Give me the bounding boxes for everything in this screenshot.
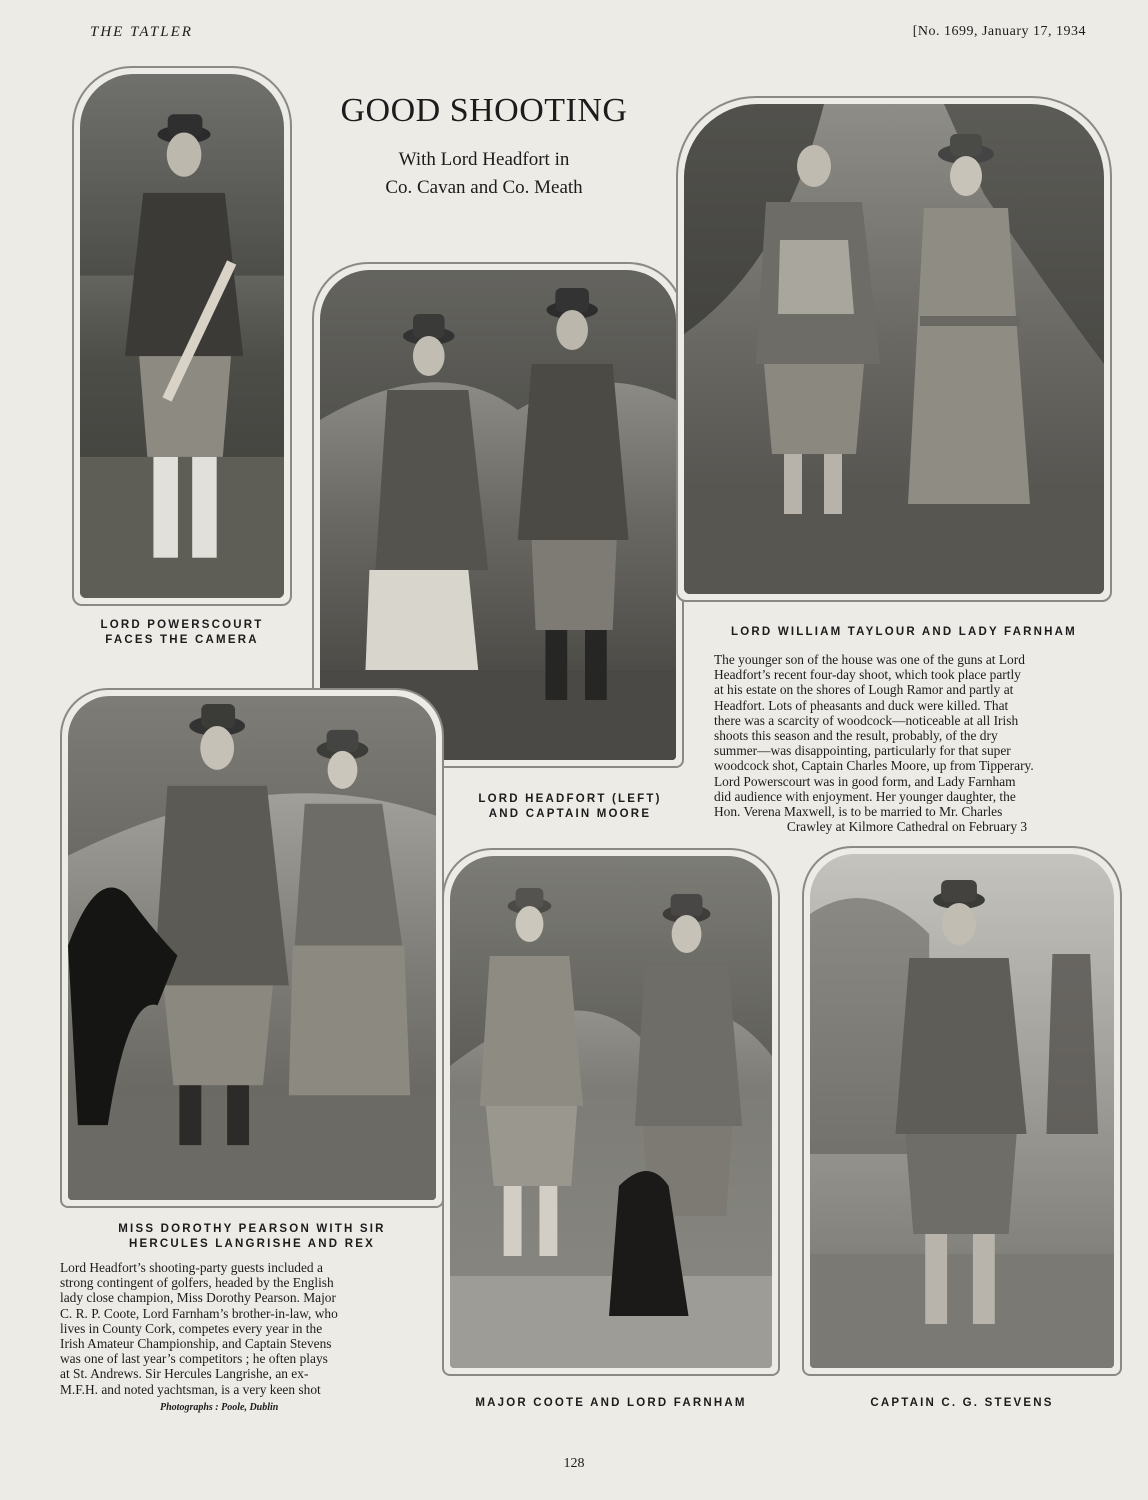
article-line: lives in County Cork, competes every year in the bbox=[60, 1320, 323, 1336]
article-line: shoots this season and the result, probably, of the dry bbox=[714, 728, 998, 744]
article-line: Crawley at Kilmore Cathedral on February 3 bbox=[786, 819, 1028, 835]
issue-date: [No. 1699, January 17, 1934 bbox=[912, 24, 1086, 39]
caption-taylour-farnham bbox=[676, 625, 1132, 640]
caption-coote-farnham bbox=[440, 1396, 782, 1411]
photo-coote-farnham bbox=[450, 856, 772, 1368]
photo-frame-stevens bbox=[802, 846, 1122, 1376]
article-line: The younger son of the house was one of the guns at Lord bbox=[714, 652, 1025, 667]
page-subtitle bbox=[300, 146, 668, 202]
photo-frame-pearson-langrishe bbox=[60, 688, 444, 1208]
caption-powerscourt bbox=[66, 618, 298, 648]
article-line: Lord Headfort’s shooting-party guests included a bbox=[60, 1260, 323, 1275]
article-line: did audience with enjoyment. Her younger daughter, the bbox=[714, 788, 1016, 804]
article-line: Lord Powerscourt was in good form, and Lady Farnham bbox=[714, 773, 1016, 789]
article-line: Headfort. Lots of pheasants and duck were killed. That bbox=[714, 697, 1009, 713]
caption-line: FACES THE CAMERA bbox=[105, 634, 259, 646]
article-left bbox=[60, 1260, 412, 1397]
caption-line: HERCULES LANGRISHE AND REX bbox=[129, 1238, 375, 1250]
article-line: strong contingent of golfers, headed by the English bbox=[60, 1275, 334, 1291]
caption-stevens bbox=[800, 1396, 1124, 1411]
caption-line: LORD POWERSCOURT bbox=[100, 619, 264, 631]
photo-taylour-farnham bbox=[684, 104, 1104, 594]
article-line: Irish Amateur Championship, and Captain Stevens bbox=[60, 1336, 332, 1352]
article-line: at St. Andrews. Sir Hercules Langrishe, an ex- bbox=[60, 1366, 309, 1382]
caption-line: MAJOR COOTE AND LORD FARNHAM bbox=[475, 1397, 747, 1409]
article-line: M.F.H. and noted yachtsman, is a very keen shot bbox=[60, 1381, 321, 1397]
caption-pearson-langrishe bbox=[62, 1222, 442, 1252]
article-line: at his estate on the shores of Lough Ramor and partly at bbox=[714, 682, 1014, 698]
article-line: woodcock shot, Captain Charles Moore, up from Tipperary. bbox=[714, 758, 1034, 774]
subtitle-line: Co. Cavan and Co. Meath bbox=[385, 177, 583, 198]
article-line: was one of last year’s competitors ; he often plays bbox=[60, 1351, 328, 1367]
page-number: 128 bbox=[563, 1456, 585, 1471]
article-line: C. R. P. Coote, Lord Farnham’s brother-in-law, who bbox=[60, 1305, 338, 1321]
caption-headfort-moore bbox=[464, 792, 676, 822]
caption-line: AND CAPTAIN MOORE bbox=[488, 808, 652, 820]
photo-credit: Photographs : Poole, Dublin bbox=[160, 1402, 279, 1413]
article-right bbox=[714, 652, 1100, 834]
photo-pearson-langrishe bbox=[68, 696, 436, 1200]
photo-frame-taylour-farnham bbox=[676, 96, 1112, 602]
caption-line: CAPTAIN C. G. STEVENS bbox=[870, 1397, 1054, 1409]
photo-headfort-moore bbox=[320, 270, 676, 760]
photo-powerscourt bbox=[80, 74, 284, 598]
article-line: Hon. Verena Maxwell, is to be married to Mr. Charles bbox=[714, 804, 1003, 820]
subtitle-line: With Lord Headfort in bbox=[398, 149, 570, 170]
article-line: there was a scarcity of woodcock—noticeable at all Irish bbox=[714, 712, 1019, 728]
photo-frame-coote-farnham bbox=[442, 848, 780, 1376]
article-line: lady close champion, Miss Dorothy Pearson. Major bbox=[60, 1290, 336, 1306]
caption-line: MISS DOROTHY PEARSON WITH SIR bbox=[118, 1223, 386, 1235]
article-line: summer—was disappointing, particularly for that super bbox=[714, 743, 1011, 759]
article-line: Headfort’s recent four-day shoot, which took place partly bbox=[714, 667, 1021, 683]
page-title: GOOD SHOOTING bbox=[340, 92, 628, 129]
photo-stevens bbox=[810, 854, 1114, 1368]
publication-name: THE TATLER bbox=[90, 24, 193, 40]
caption-line: LORD HEADFORT (LEFT) bbox=[478, 793, 662, 805]
caption-line: LORD WILLIAM TAYLOUR AND LADY FARNHAM bbox=[731, 626, 1077, 638]
photo-frame-powerscourt bbox=[72, 66, 292, 606]
